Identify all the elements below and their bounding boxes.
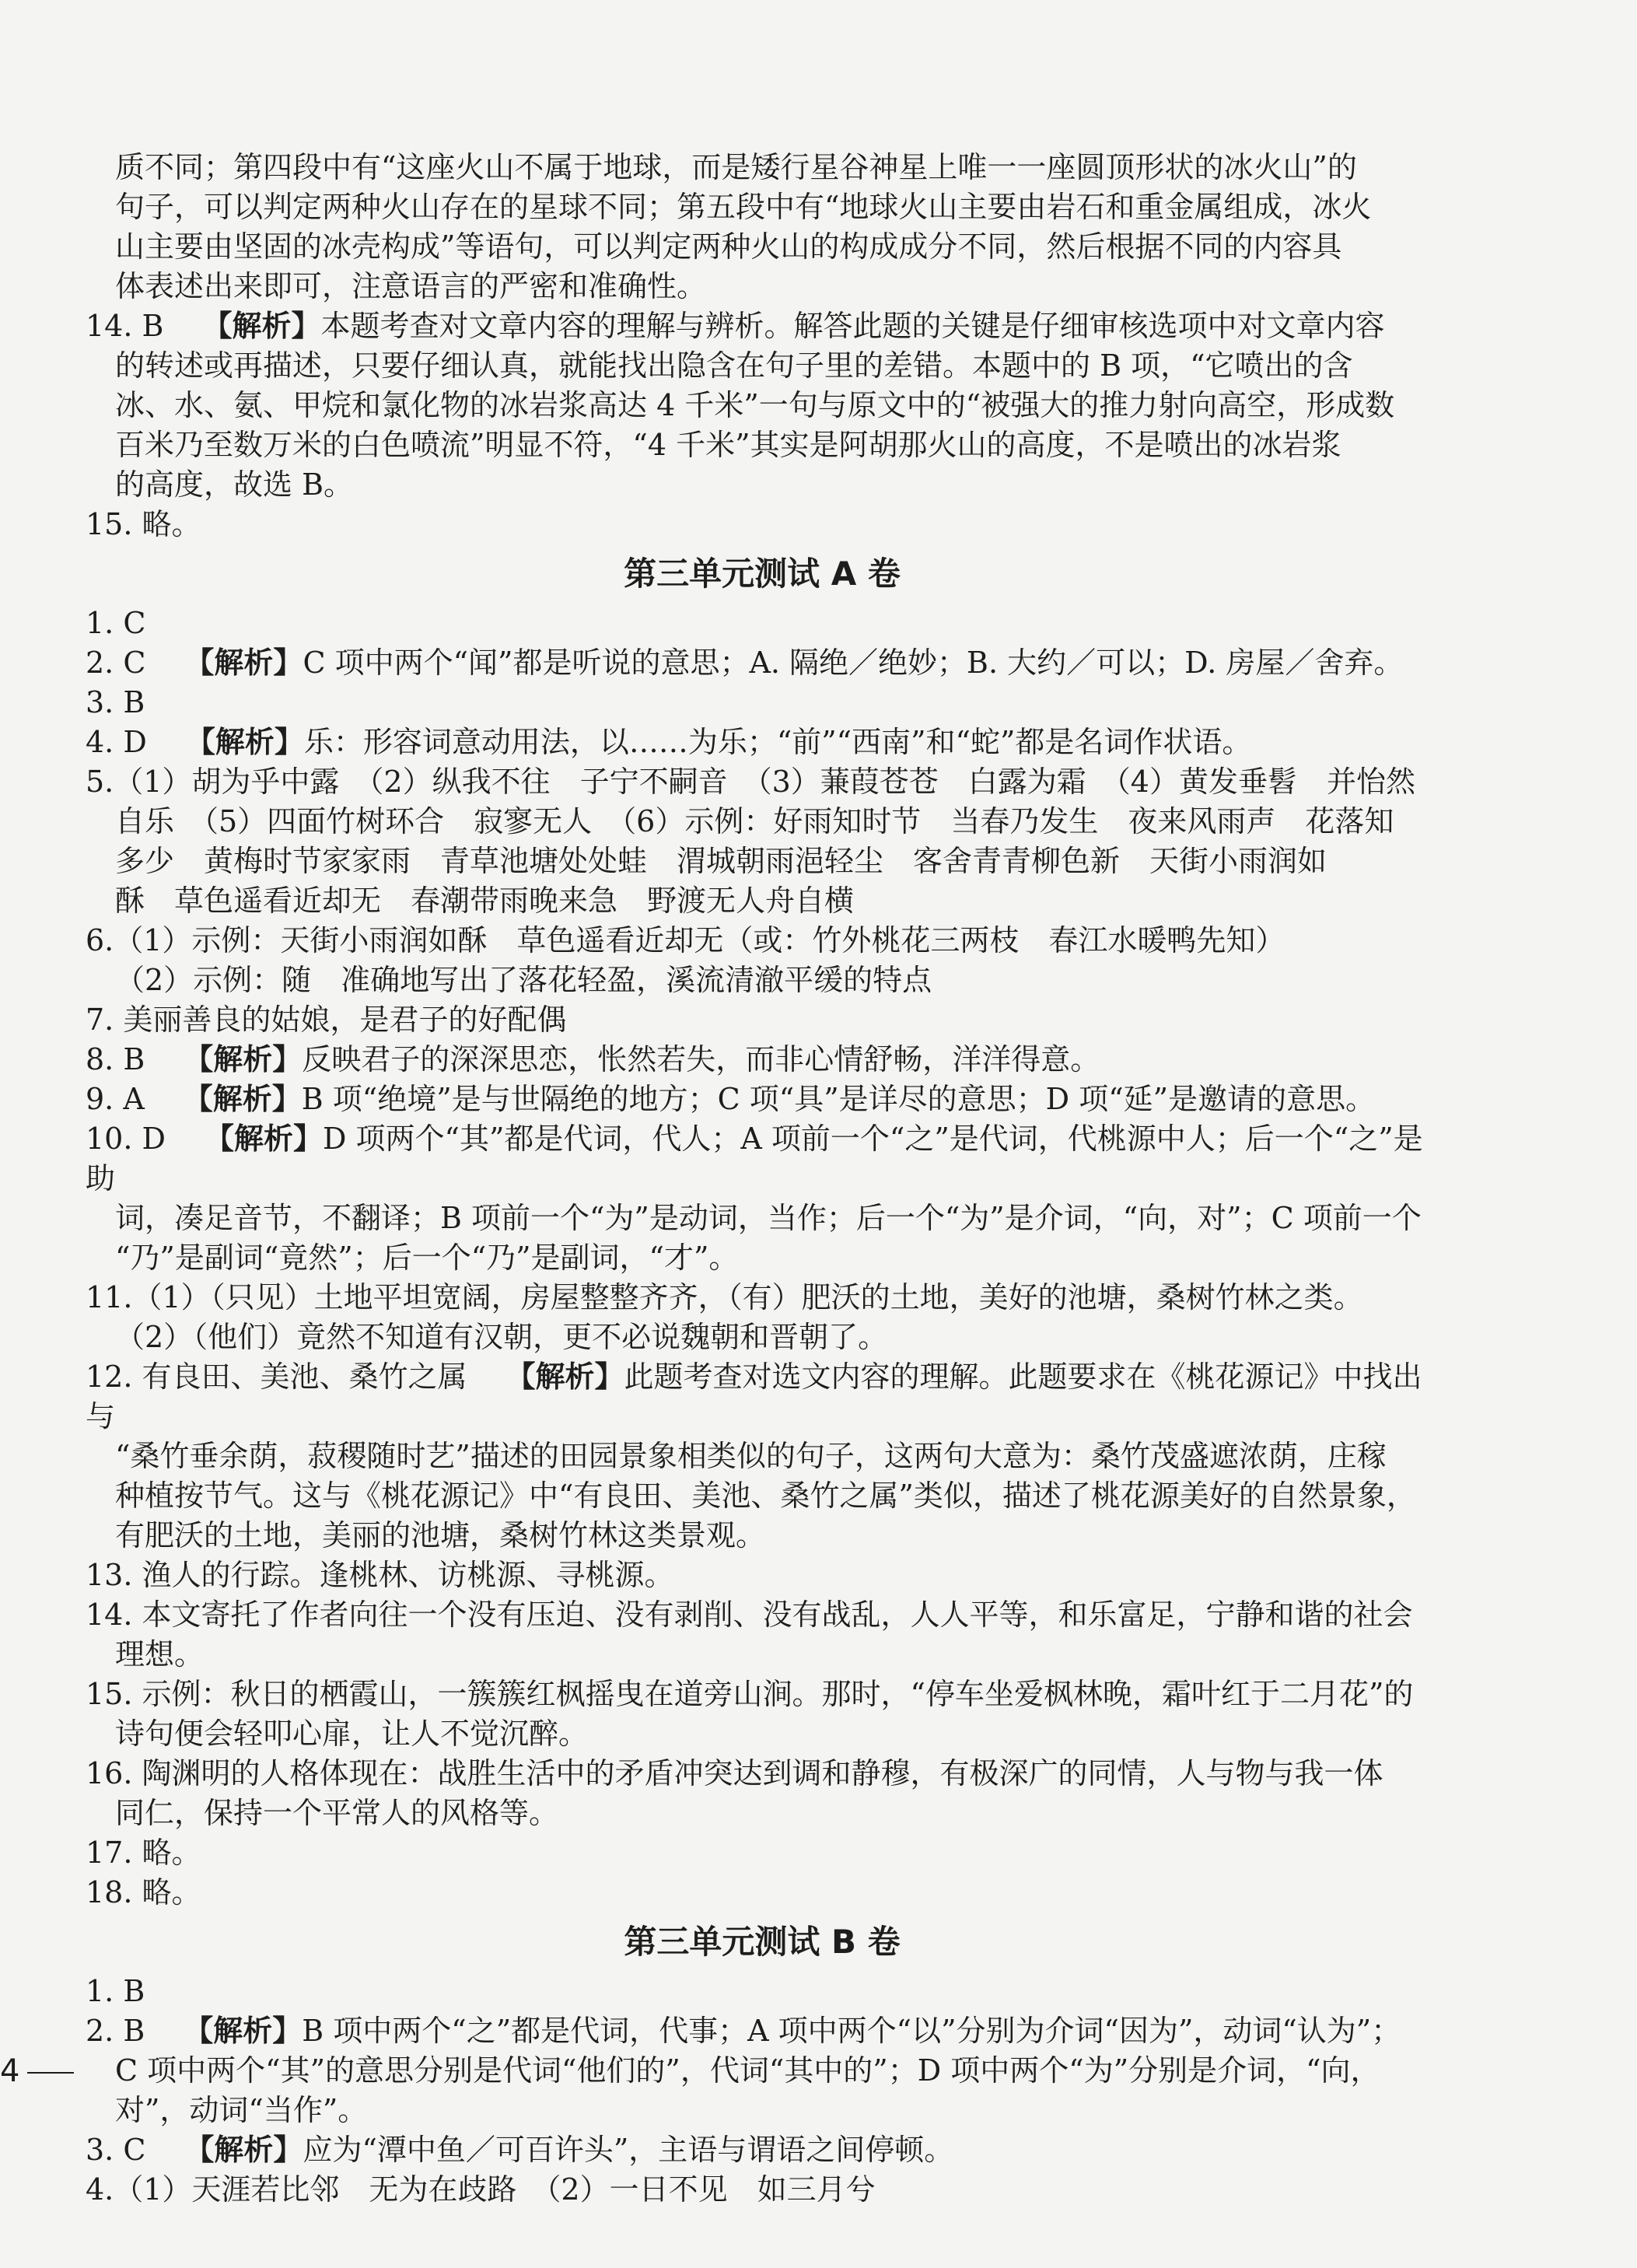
answer-item-14 [86, 306, 1439, 346]
analysis-tag: 【解析】 [184, 646, 303, 680]
analysis-tag: 【解析】 [204, 1122, 323, 1156]
answer-item-10 [86, 1119, 1439, 1199]
text-line: 词，凑足音节，不翻译；B 项前一个“为”是动词，当作；后一个“为”是介词，“向，对”；C 项前一个 [115, 1201, 1422, 1235]
analysis-tag: 【解析】 [505, 1360, 624, 1394]
text-line: 自乐 （5）四面竹树环合 寂寥无人 （6）示例：好雨知时节 当春乃发生 夜来风雨声 花落知 [115, 804, 1394, 838]
text-line: （2）（他们）竟然不知道有汉朝，更不必说魏朝和晋朝了。 [115, 1320, 888, 1354]
text-line: 质不同；第四段中有“这座火山不属于地球，而是矮行星谷神星上唯一一座圆顶形状的冰火山”的 [115, 150, 1357, 184]
item-text: 本题考查对文章内容的理解与辨析。解答此题的关键是仔细审核选项中对文章内容 [320, 309, 1385, 343]
item-number: 2. C [86, 646, 146, 680]
text-line: “乃”是副词“竟然”；后一个“乃”是副词，“才”。 [115, 1241, 739, 1275]
analysis-tag: 【解析】 [202, 309, 321, 343]
item-number: 10. D [86, 1122, 166, 1156]
answer-item-6: 6.（1）示例：天街小雨润如酥 草色遥看近却无（或：竹外桃花三两枝 春江水暖鸭先知） [86, 923, 1285, 957]
answer-item-13: 13. 渔人的行踪。逢桃林、访桃源、寻桃源。 [86, 1558, 674, 1592]
answer-item-5: 5.（1）胡为乎中露 （2）纵我不往 子宁不嗣音 （3）蒹葭苍苍 白露为霜 （4）黄发垂髫 并怡然 [86, 765, 1415, 799]
answer-item-4 [86, 723, 1439, 762]
answer-content [86, 148, 1439, 2210]
text-line: 体表述出来即可，注意语言的严密和准确性。 [115, 269, 707, 303]
answer-item-15: 15. 略。 [86, 507, 201, 541]
top-block [86, 148, 1439, 544]
answer-item-14: 14. 本文寄托了作者向往一个没有压迫、没有剥削、没有战乱，人人平等，和乐富足，宁静和谐的社会 [86, 1598, 1413, 1632]
item-text: D 项两个“其”都是代词，代人；A 项前一个“之”是代词，代桃源中人；后一个“之”是助 [86, 1122, 1423, 1195]
item-text: 乐：形容词意动用法，以……为乐；“前”“西南”和“蛇”都是名词作状语。 [303, 725, 1252, 759]
text-line: （2）示例：随 准确地写出了落花轻盈，溪流清澈平缓的特点 [115, 963, 932, 997]
answer-item-7: 7. 美丽善良的姑娘，是君子的好配偶 [86, 1003, 567, 1037]
section-b-title: 第三单元测试 B 卷 [624, 1923, 901, 1961]
analysis-tag: 【解析】 [184, 2133, 303, 2167]
item-number: 14. B [86, 309, 164, 343]
text-line: 多少 黄梅时节家家雨 青草池塘处处蛙 渭城朝雨浥轻尘 客舍青青柳色新 天街小雨润如 [115, 844, 1327, 878]
answer-item-4: 4.（1）天涯若比邻 无为在歧路 （2）一日不见 如三月兮 [86, 2172, 876, 2207]
answer-item-8 [86, 1040, 1439, 1080]
answer-item-12 [86, 1357, 1439, 1437]
answer-item-1: 1. C [86, 606, 146, 640]
answer-item-17: 17. 略。 [86, 1836, 201, 1870]
answer-item-3: 3. B [86, 685, 145, 719]
answer-item-16: 16. 陶渊明的人格体现在：战胜生活中的矛盾冲突达到调和静穆，有极深广的同情，人与物与我一体 [86, 1756, 1383, 1790]
text-line: 的转述或再描述，只要仔细认真，就能找出隐含在句子里的差错。本题中的 B 项，“它喷出的含 [115, 348, 1353, 383]
answer-item-18: 18. 略。 [86, 1875, 201, 1909]
item-number: 4. D [86, 725, 147, 759]
item-number: 3. C [86, 2133, 146, 2167]
item-text: C 项中两个“闻”都是听说的意思；A. 隔绝／绝妙；B. 大约／可以；D. 房屋／舍弃。 [303, 646, 1404, 680]
item-text: 应为“潭中鱼／可百许头”，主语与谓语之间停顿。 [303, 2133, 954, 2167]
page-number-dash [27, 2072, 74, 2074]
text-line: C 项中两个“其”的意思分别是代词“他们的”，代词“其中的”；D 项中两个“为”分别是介词，“向， [115, 2053, 1380, 2088]
analysis-tag: 【解析】 [184, 1042, 303, 1076]
answer-item-15: 15. 示例：秋日的栖霞山，一簇簇红枫摇曳在道旁山涧。那时，“停车坐爱枫林晚，霜叶红于二月花”的 [86, 1677, 1414, 1711]
page-number-text: 4 [0, 2053, 20, 2089]
item-text: 此题考查对选文内容的理解。此题要求在《桃花源记》中找出与 [86, 1360, 1422, 1433]
item-number: 8. B [86, 1042, 145, 1076]
text-line: 理想。 [115, 1637, 205, 1671]
item-number: 9. A [86, 1082, 145, 1116]
text-line: “桑竹垂余荫，菽稷随时艺”描述的田园景象相类似的句子，这两句大意为：桑竹茂盛遮浓荫，庄稼 [115, 1439, 1387, 1473]
analysis-tag: 【解析】 [184, 2014, 303, 2048]
text-line: 同仁，保持一个平常人的风格等。 [115, 1796, 559, 1830]
answer-item-1: 1. B [86, 1974, 145, 2008]
text-line: 百米乃至数万米的白色喷流”明显不符，“4 千米”其实是阿胡那火山的高度，不是喷出的冰岩浆 [115, 428, 1341, 462]
answer-item-11: 11.（1）（只见）土地平坦宽阔，房屋整整齐齐，（有）肥沃的土地，美好的池塘，桑树竹林之类。 [86, 1280, 1363, 1314]
text-line: 山主要由坚固的冰壳构成”等语句，可以判定两种火山的构成成分不同，然后根据不同的内容具 [115, 229, 1342, 264]
answer-item-9 [86, 1080, 1439, 1119]
analysis-tag: 【解析】 [183, 1082, 302, 1116]
text-line: 对”，动词“当作”。 [115, 2093, 368, 2127]
text-line: 的高度，故选 B。 [115, 467, 354, 502]
item-text: 反映君子的深深思恋，怅然若失，而非心情舒畅，洋洋得意。 [302, 1042, 1100, 1076]
analysis-tag: 【解析】 [185, 725, 304, 759]
text-line: 诗句便会轻叩心扉，让人不觉沉醉。 [115, 1717, 589, 1751]
item-number: 12. 有良田、美池、桑竹之属 [86, 1360, 467, 1394]
text-line: 有肥沃的土地，美丽的池塘，桑树竹林这类景观。 [115, 1518, 766, 1552]
answer-item-2 [86, 2011, 1439, 2051]
answer-item-3 [86, 2130, 1439, 2170]
item-text: B 项“绝境”是与世隔绝的地方；C 项“具”是详尽的意思；D 项“延”是邀请的意思。 [301, 1082, 1376, 1116]
section-a-title: 第三单元测试 A 卷 [624, 555, 901, 593]
text-line: 酥 草色遥看近却无 春潮带雨晚来急 野渡无人舟自横 [115, 884, 855, 918]
page-number [0, 2053, 74, 2089]
item-number: 2. B [86, 2014, 145, 2048]
answer-item-2 [86, 643, 1439, 683]
item-text: B 项中两个“之”都是代词，代事；A 项中两个“以”分别为介词“因为”，动词“认为”； [302, 2014, 1401, 2048]
text-line: 种植按节气。这与《桃花源记》中“有良田、美池、桑竹之属”类似，描述了桃花源美好的自然景象， [115, 1479, 1416, 1513]
text-line: 句子，可以判定两种火山存在的星球不同；第五段中有“地球火山主要由岩石和重金属组成，冰火 [115, 190, 1372, 224]
text-line: 冰、水、氨、甲烷和氯化物的冰岩浆高达 4 千米”一句与原文中的“被强大的推力射向高空，形成数 [115, 388, 1395, 422]
